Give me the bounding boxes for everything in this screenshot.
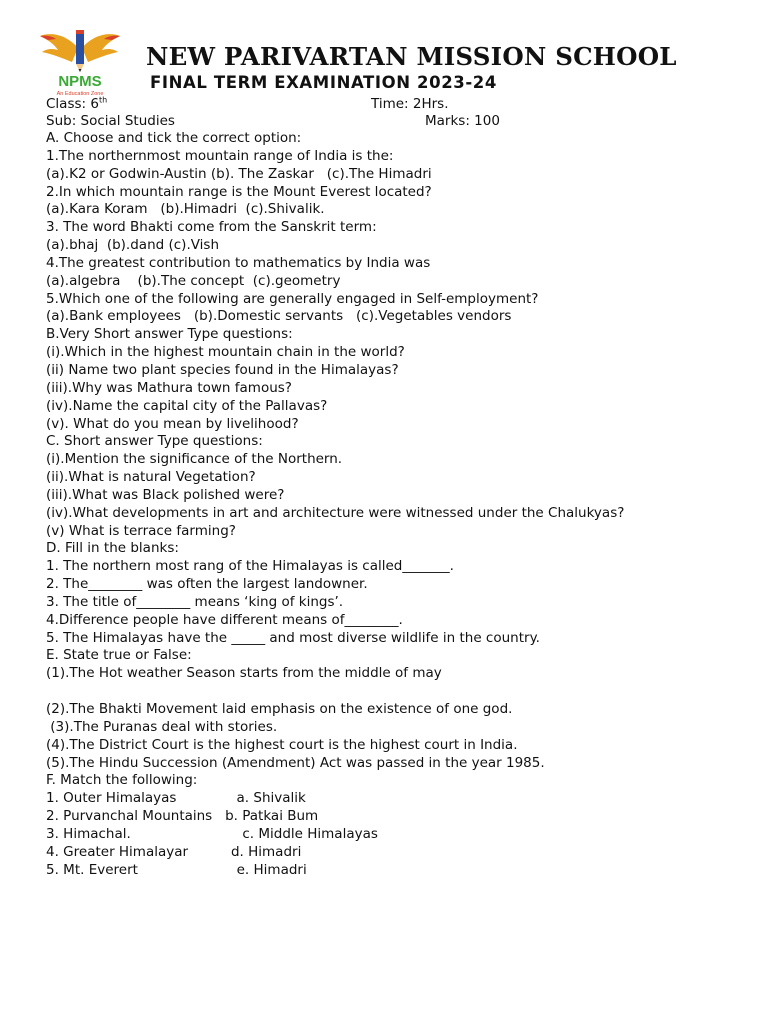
subject-info: Sub: Social Studies (46, 113, 175, 129)
question-line: 4.The greatest contribution to mathematics by India was (46, 254, 431, 271)
question-line: C. Short answer Type questions: (46, 433, 263, 450)
question-line: 4. Greater Himalayar d. Himadri (46, 843, 302, 860)
question-line: (5).The Hindu Succession (Amendment) Act was passed in the year 1985. (46, 754, 545, 771)
question-line: 3. Himachal. c. Middle Himalayas (46, 825, 378, 842)
question-line: 1.The northernmost mountain range of India is the: (46, 147, 394, 164)
question-line (46, 683, 746, 701)
school-logo (38, 28, 122, 98)
question-line: (ii).What is natural Vegetation? (46, 469, 256, 486)
logo-text: NPMS (58, 73, 102, 90)
question-line: (2).The Bhakti Movement laid emphasis on the existence of one god. (46, 701, 513, 717)
question-line: 1. The northern most rang of the Himalayas is called_______. (46, 558, 454, 575)
question-line: (v). What do you mean by livelihood? (46, 415, 299, 432)
question-line: (1).The Hot weather Season starts from the middle of may (46, 665, 442, 682)
question-line: (ii) Name two plant species found in the Himalayas? (46, 361, 399, 378)
question-line: 4.Difference people have different means of________. (46, 611, 403, 628)
question-line: (iii).Why was Mathura town famous? (46, 379, 292, 396)
question-line: (a).Bank employees (b).Domestic servants (c).Vegetables vendors (46, 308, 512, 325)
question-line: 1. Outer Himalayas a. Shivalik (46, 790, 306, 807)
marks-info: Marks: 100 (425, 113, 500, 129)
class-superscript: th (98, 95, 108, 105)
question-line: (i).Which in the highest mountain chain in the world? (46, 344, 405, 361)
question-line: (a).bhaj (b).dand (c).Vish (46, 237, 220, 254)
question-body (46, 130, 746, 879)
question-line: 2. The________ was often the largest landowner. (46, 576, 368, 593)
question-line: 5. The Himalayas have the _____ and most diverse wildlife in the country. (46, 629, 540, 646)
question-line: (iv).What developments in art and architecture were witnessed under the Chalukyas? (46, 504, 625, 521)
class-info (46, 96, 107, 112)
question-line: D. Fill in the blanks: (46, 540, 179, 557)
question-line: 5.Which one of the following are generally engaged in Self-employment? (46, 290, 539, 307)
question-line: 3. The word Bhakti come from the Sanskrit term: (46, 219, 377, 236)
question-line: 5. Mt. Everert e. Himadri (46, 861, 307, 878)
question-line: (i).Mention the significance of the Northern. (46, 451, 343, 468)
question-line: 3. The title of________ means ‘king of kings’. (46, 593, 344, 610)
time-info: Time: 2Hrs. (371, 96, 449, 112)
question-line: (a).K2 or Godwin-Austin (b). The Zaskar (c).The Himadri (46, 165, 432, 182)
question-line: B.Very Short answer Type questions: (46, 326, 293, 343)
question-line: E. State true or False: (46, 647, 192, 664)
question-line: 2.In which mountain range is the Mount Everest located? (46, 183, 432, 200)
question-line: (v) What is terrace farming? (46, 522, 236, 539)
question-line: F. Match the following: (46, 772, 198, 789)
question-line: A. Choose and tick the correct option: (46, 130, 302, 146)
logo-tagline: An Education Zone (56, 91, 104, 97)
question-line: (4).The District Court is the highest court is the highest court in India. (46, 736, 518, 753)
class-label: Class: 6 (46, 96, 99, 112)
pencil-icon (76, 30, 84, 72)
question-line: (a).algebra (b).The concept (c).geometry (46, 272, 341, 289)
school-name: NEW PARIVARTAN MISSION SCHOOL (146, 42, 677, 71)
question-line: (iii).What was Black polished were? (46, 486, 285, 503)
question-line: (a).Kara Koram (b).Himadri (c).Shivalik. (46, 201, 325, 218)
question-line: (iv).Name the capital city of the Pallavas? (46, 397, 328, 414)
question-line: (3).The Puranas deal with stories. (46, 718, 278, 735)
exam-title: FINAL TERM EXAMINATION 2023-24 (150, 73, 497, 92)
question-line: 2. Purvanchal Mountains b. Patkai Bum (46, 808, 319, 825)
